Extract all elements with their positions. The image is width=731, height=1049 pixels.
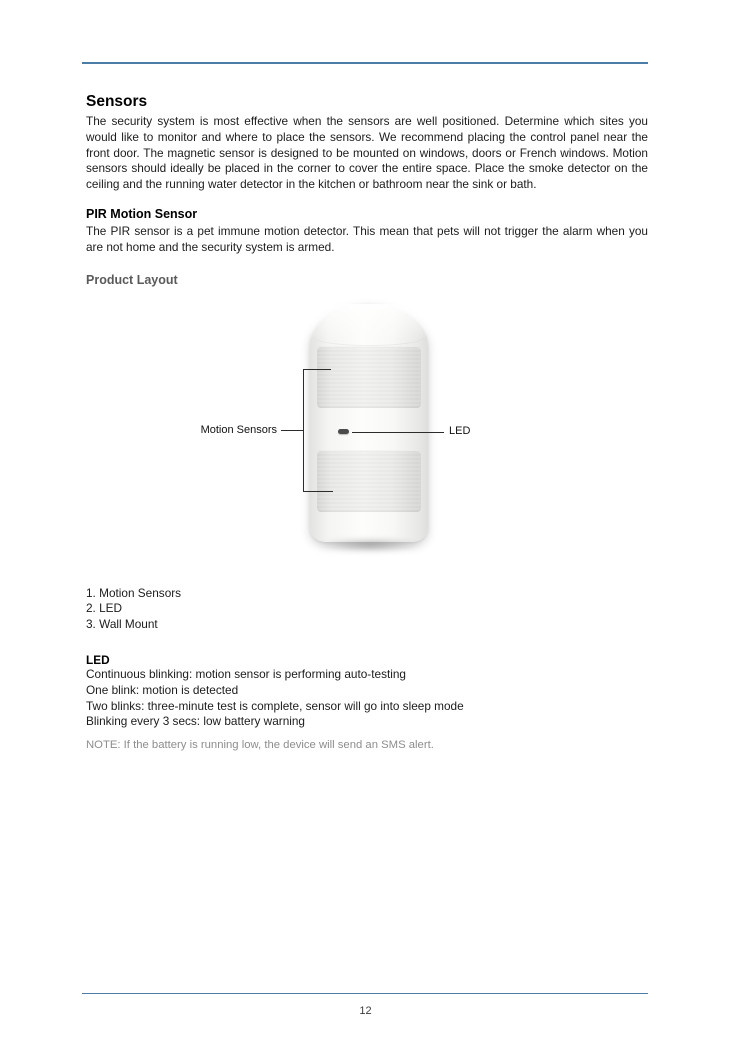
callout-tick-bottom — [303, 491, 333, 492]
lens-panel-upper — [317, 346, 421, 408]
pir-sensor-illustration — [310, 304, 428, 542]
motion-sensors-label: Motion Sensors — [200, 423, 277, 436]
led-line: Two blinks: three-minute test is complete, sensor will go into sleep mode — [86, 698, 464, 713]
parts-list — [86, 586, 648, 633]
led-line: One blink: motion is detected — [86, 682, 239, 697]
top-rule — [82, 62, 648, 64]
callout-led-line — [352, 432, 444, 433]
page-title: Sensors — [86, 93, 148, 110]
product-layout-figure — [86, 290, 648, 586]
callout-label-line — [281, 430, 303, 431]
callout-tick-top — [303, 369, 331, 370]
page-number: 12 — [359, 1005, 372, 1017]
bottom-rule — [82, 993, 648, 994]
led-heading: LED — [86, 653, 110, 668]
list-item: 3. Wall Mount — [86, 616, 158, 631]
led-label: LED — [449, 424, 471, 437]
page-content — [86, 93, 648, 751]
led-section — [86, 653, 648, 751]
lens-panel-lower — [317, 450, 421, 512]
led-line: Blinking every 3 secs: low battery warning — [86, 714, 305, 729]
pir-heading: PIR Motion Sensor — [86, 206, 198, 221]
list-item: 2. LED — [86, 601, 123, 616]
sensors-paragraph: The security system is most effective when the sensors are well positioned. Determine which sites you would like to monitor and where to place the sensors. We recommend placing the control panel near the front door. The magnetic sensor is designed to be mounted on windows, doors or French windows. Motion sensors should ideally be placed in the corner to cover the entire space. Place the smoke detector on the ceiling and the running water detector in the kitchen or bathroom near the sink or bath. — [86, 114, 648, 192]
device-shadow — [318, 538, 422, 552]
pir-paragraph: The PIR sensor is a pet immune motion detector. This mean that pets will not trigger the alarm when you are not home and the security system is armed. — [86, 223, 648, 254]
note-text: NOTE: If the battery is running low, the device will send an SMS alert. — [86, 739, 434, 752]
led-indicator-dot — [338, 429, 349, 434]
sensor-dome-edge — [313, 328, 425, 346]
callout-bracket-vertical — [303, 369, 304, 492]
list-item: 1. Motion Sensors — [86, 585, 182, 600]
product-layout-heading: Product Layout — [86, 272, 178, 287]
led-line: Continuous blinking: motion sensor is performing auto-testing — [86, 667, 406, 682]
